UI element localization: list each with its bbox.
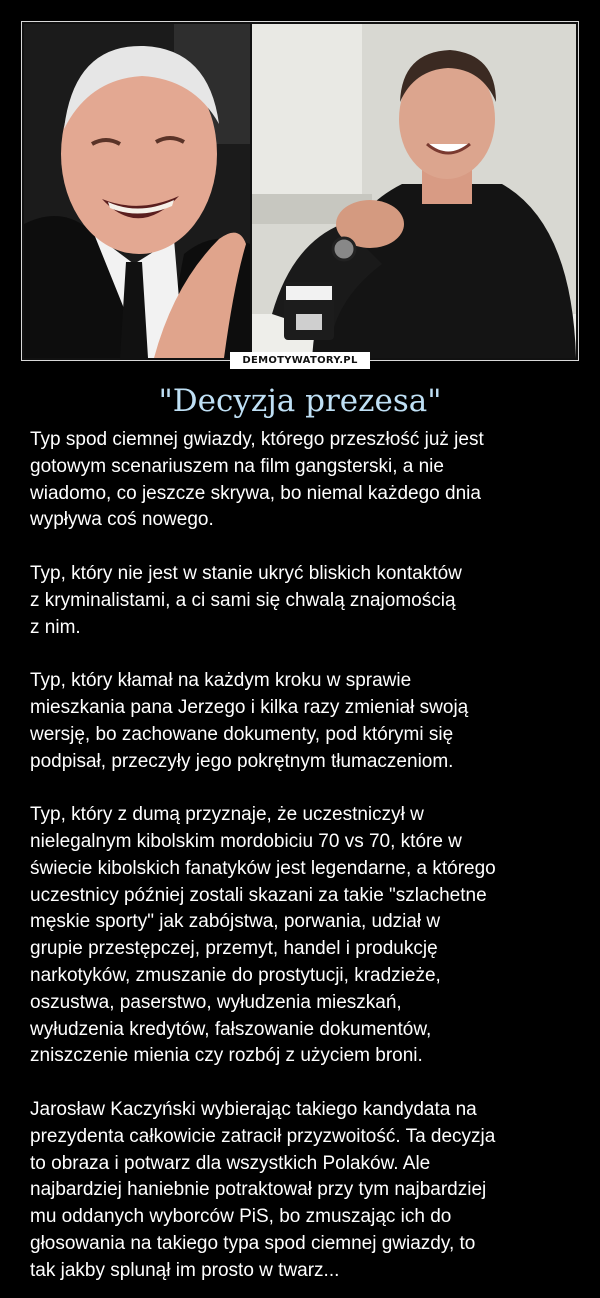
post-title: "Decyzja prezesa" [158, 383, 442, 419]
paragraph-2: Typ, który nie jest w stanie ukryć bliskich kontaktów z kryminalistami, a ci sami się chwalą znajomością z nim. [30, 562, 462, 638]
left-photo [24, 24, 250, 358]
paragraph-4: Typ, który z dumą przyznaje, że uczestniczył w nielegalnym kibolskim mordobiciu 70 vs 70, które w świecie kibolskich fanatyków jest legendarne, a którego uczestnicy później zostali skazani za takie "szlachetne męskie sporty" jak zabójstwa, porwania, udział w grupie przestępczej, przemyt, handel i produkcję narkotyków, zmuszanie do prostytucji, kradzieże, oszustwa, paserstwo, wyłudzenia mieszkań, wyłudzenia kredytów, fałszowanie dokumentów, zniszczenie mienia czy rozbój z użyciem broni. [30, 804, 496, 1067]
paragraph-3: Typ, który kłamał na każdym kroku w sprawie mieszkania pana Jerzego i kilka razy zmieniał swoją wersję, bo zachowane dokumenty, pod którymi się podpisał, przeczyły jego pokrętnym tłumaczeniom. [30, 670, 469, 772]
image-frame [21, 21, 579, 361]
paragraph-5: Jarosław Kaczyński wybierając takiego kandydata na prezydenta całkowicie zatracił przyzwoitość. Ta decyzja to obraza i potwarz dla wszystkich Polaków. Ale najbardziej haniebnie potraktował przy tym najbardziej mu oddanych wyborców PiS, bo zmuszając ich do głosowania na takiego typa spod ciemnej gwiazdy, to tak jakby splunął im prosto w twarz... [30, 1098, 496, 1281]
watermark-logo: DEMOTYWATORY.PL [230, 352, 370, 369]
right-photo-illustration [252, 24, 576, 358]
right-photo [252, 24, 576, 358]
post-body [30, 427, 574, 1285]
paragraph-1: Typ spod ciemnej gwiazdy, którego przeszłość już jest gotowym scenariuszem na film gangsterski, a nie wiadomo, co jeszcze skrywa, bo niemal każdego dnia wypływa coś nowego. [30, 429, 484, 531]
left-photo-illustration [24, 24, 250, 358]
